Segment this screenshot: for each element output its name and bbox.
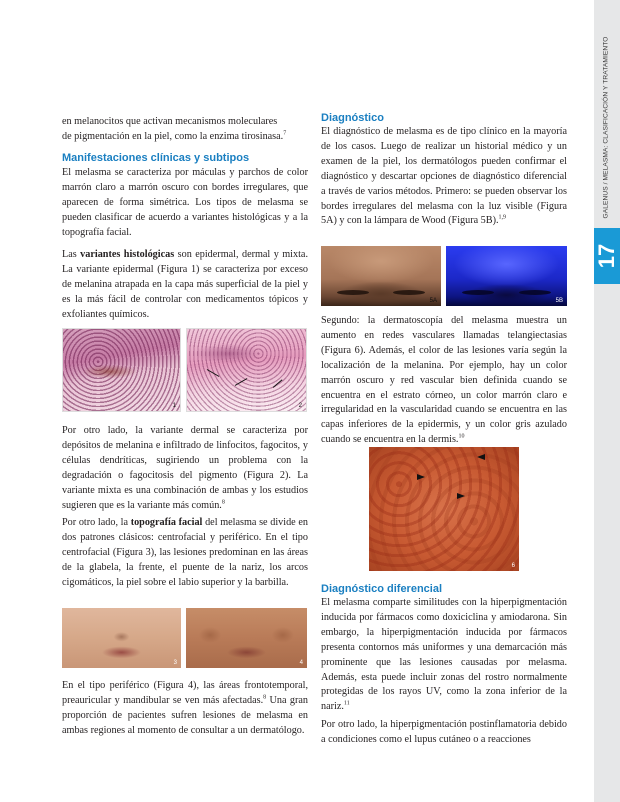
arrow-icon [457, 493, 465, 499]
figure-6-label: 6 [511, 563, 515, 569]
heading-diagnostico-diferencial: Diagnóstico diferencial [321, 583, 443, 595]
paragraph-manifestaciones: El melasma se caracteriza por máculas y parchos de color marrón claro a marrón oscuro con bordes irregulares, que aparecen de forma simétrica. Los tipos de melasma se pueden clasificar de acuerdo a variantes histológicas y a la topografía facial. [62, 167, 308, 238]
paragraph-topografia: Por otro lado, la topografía facial del melasma se divide en dos patrones clásicos: centrofacial y periférico. En el tipo centrofacial (Figura 3), las lesiones predominan en las áreas de la glabela, la frente, el puente de la nariz, los arcos cigomáticos, la piel sobre el labio superior y la barbilla. [62, 517, 308, 588]
figure-4-label: 4 [299, 660, 303, 666]
figure-5a-label: 5A [429, 298, 437, 304]
figure-2-histology-dermal [186, 328, 307, 412]
arrow-icon [417, 474, 425, 480]
running-head: GALENUS / MELASMA: CLASIFICACIÓN Y TRATAMIENTO [602, 36, 610, 218]
heading-diagnostico: Diagnóstico [321, 112, 384, 124]
figure-2-label: 2 [298, 403, 302, 409]
figure-3-label: 3 [173, 660, 177, 666]
paragraph-diagnostico-diferencial: El melasma comparte similitudes con la hiperpigmentación inducida por fármacos como doxiciclina y amiodarona. Sin embargo, la hiperpigmentación inducida por fármacos presenta contornos más uniformes y una demarcación más prominente que las lesiones causadas por melasma. Además, esta puede incluir zonas del rostro normalmente protegidas de los rayos UV, como la zona inferior de la nariz.$^{11}$ [321, 597, 567, 713]
paragraph-intro: en melanocitos que activan mecanismos moleculares de pigmentación en la piel, como la enzima tirosinasa.$^7$ [62, 116, 287, 142]
figure-1-histology-epidermal [62, 328, 181, 412]
arrow-icon [273, 379, 283, 387]
figure-1-label: 1 [172, 403, 176, 409]
figure-3-centrofacial-photo [62, 608, 181, 668]
paragraph-variantes: Las variantes histológicas son epidermal, dermal y mixta. La variante epidermal (Figura 1) se caracteriza por exceso de melanina atrapada en la capa más superficial de la piel y es la más fácil de controlar con medicamentos tópicos y exfoliantes químicos. [62, 249, 308, 320]
figure-4-peripheral-photo [186, 608, 307, 668]
figure-5a-visible-light-photo [321, 246, 441, 306]
eyebrow-right [393, 290, 425, 295]
page-number: 17 [594, 243, 620, 269]
paragraph-periferico: En el tipo periférico (Figura 4), las áreas frontotemporal, preauricular y mandibular se ven más afectadas.$^8$ Una gran proporción de pacientes sufren lesiones de melasma en ambas regiones al momento de consultar a un dermatólogo. [62, 680, 308, 736]
paragraph-dermal: Por otro lado, la variante dermal se caracteriza por depósitos de melanina e infiltrado de linfocitos, fagocitos, y células dendríticas, sugiriendo un problema con la degradación o fagocitosis del pigmento (Figura 2). La variante mixta es una combinación de ambas y los estudios sugieren que es la variante más común.$^8$ [62, 425, 308, 511]
eyebrow-right [519, 290, 551, 295]
figure-6-dermatoscopy-photo [369, 447, 519, 571]
paragraph-dermatoscopia: Segundo: la dermatoscopía del melasma muestra un aumento en redes vasculares llamadas telangiectasias (Figura 6). Además, el color de las lesiones varía según la localización de la melanina. Por ejemplo, hay un color marrón oscuro y red vascular bien definida cuando se encuentra en el estrato córneo, un color marrón claro e irregularidad en la vascularidad cuando se encuentra en las capas inferiores de la epidermis, y un color gris azulado cuando se encuentra en la dermis.$^{10}$ [321, 315, 567, 446]
eyebrow-left [337, 290, 369, 295]
heading-manifestaciones: Manifestaciones clínicas y subtipos [62, 152, 250, 164]
figure-5b-label: 5B [555, 298, 563, 304]
paragraph-diagnostico: El diagnóstico de melasma es de tipo clínico en la mayoría de los casos. Luego de realizar un historial médico y un examen de la piel, los dermatólogos pueden confirmar el diagnóstico y descartar opciones de diagnóstico diferencial a través de varios métodos. Primero: se pueden observar los bordes irregulares del melasma con la luz visible (Figura 5A) y con la lámpara de Wood (Figura 5B).$^{1,9}$ [321, 126, 567, 227]
figure-5b-wood-lamp-photo [446, 246, 567, 306]
eyebrow-left [462, 290, 494, 295]
arrow-icon [207, 369, 220, 377]
arrow-icon [477, 454, 485, 460]
arrow-icon [235, 378, 248, 386]
paragraph-postinflamatoria: Por otro lado, la hiperpigmentación postinflamatoria debido a condiciones como el lupus cutáneo o a reacciones [321, 719, 567, 745]
